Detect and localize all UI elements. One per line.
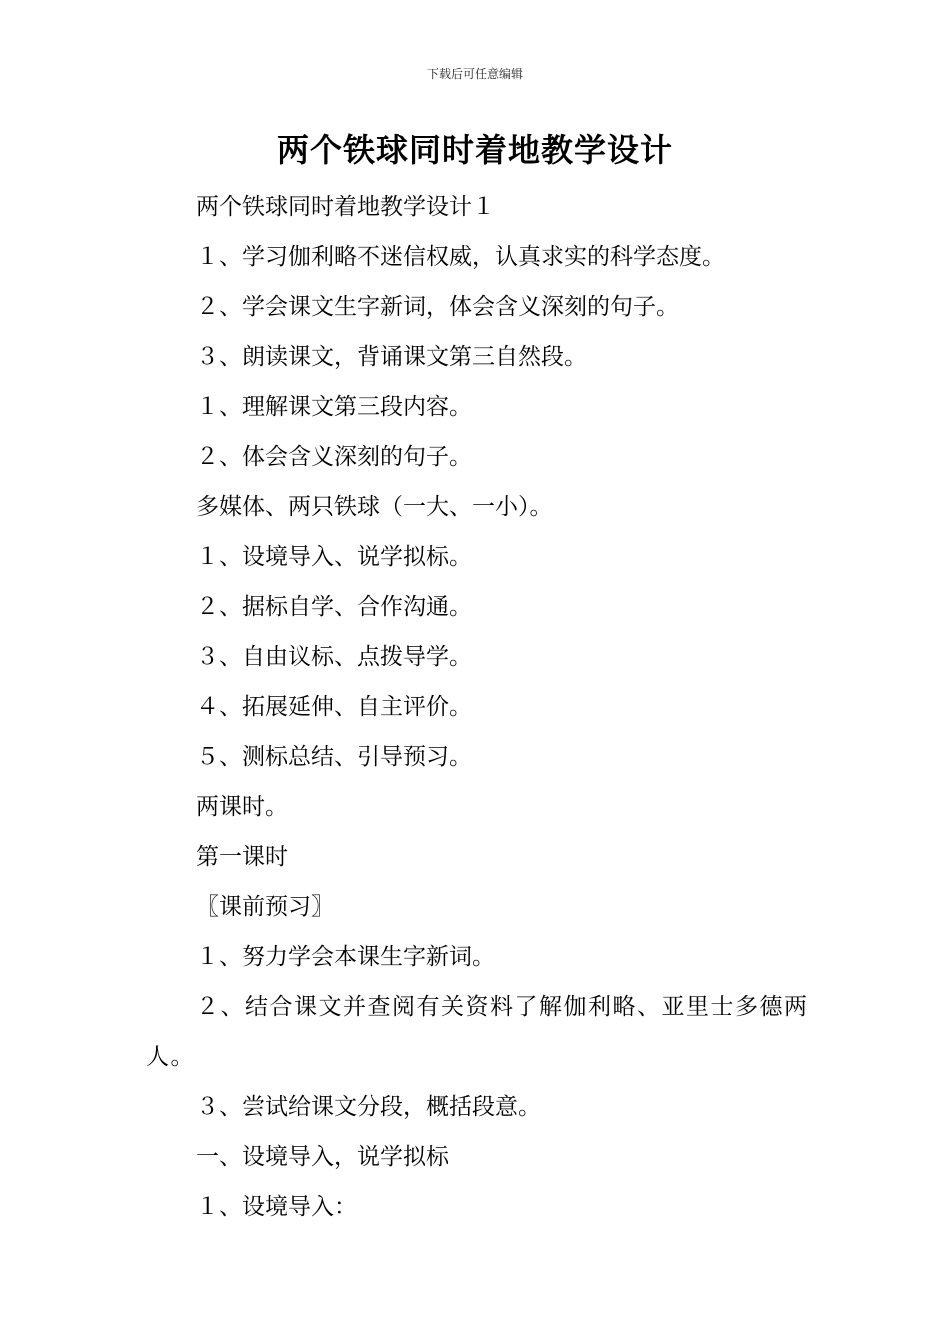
- document-body: [146, 182, 826, 1232]
- paragraph-goal-1: １、学习伽利略不迷信权威，认真求实的科学态度。: [196, 244, 725, 270]
- paragraph-focus-1: １、理解课文第三段内容。: [196, 394, 472, 420]
- document-title: 两个铁球同时着地教学设计: [276, 131, 673, 169]
- paragraph-preview-heading: 〖课前预习〗: [196, 894, 334, 920]
- paragraph-subtitle: 两个铁球同时着地教学设计１: [196, 194, 495, 220]
- paragraph-goal-2: ２、学会课文生字新词，体会含义深刻的句子。: [196, 294, 679, 320]
- paragraph-preview-2: ２、结合课文并查阅有关资料了解伽利略、亚里士多德两人。: [146, 994, 809, 1070]
- paragraph-materials: 多媒体、两只铁球（一大、一小）。: [196, 494, 553, 520]
- paragraph-step-2: ２、据标自学、合作沟通。: [196, 594, 472, 620]
- paragraph-step-5: ５、测标总结、引导预习。: [196, 744, 472, 770]
- paragraph-goal-3: ３、朗读课文，背诵课文第三自然段。: [196, 344, 587, 370]
- paragraph-step-4: ４、拓展延伸、自主评价。: [196, 694, 472, 720]
- paragraph-preview-3: ３、尝试给课文分段，概括段意。: [196, 1094, 541, 1120]
- header-note: 下载后可任意编辑: [426, 67, 523, 81]
- paragraph-focus-2: ２、体会含义深刻的句子。: [196, 444, 472, 470]
- paragraph-lesson-count: 两课时。: [196, 794, 288, 820]
- paragraph-first-lesson: 第一课时: [196, 844, 288, 870]
- paragraph-section-1: 一、设境导入，说学拟标: [196, 1144, 449, 1170]
- paragraph-step-1: １、设境导入、说学拟标。: [196, 544, 472, 570]
- paragraph-preview-1: １、努力学会本课生字新词。: [196, 944, 495, 970]
- paragraph-step-3: ３、自由议标、点拨导学。: [196, 644, 472, 670]
- paragraph-section-1-item-1: １、设境导入：: [196, 1194, 357, 1220]
